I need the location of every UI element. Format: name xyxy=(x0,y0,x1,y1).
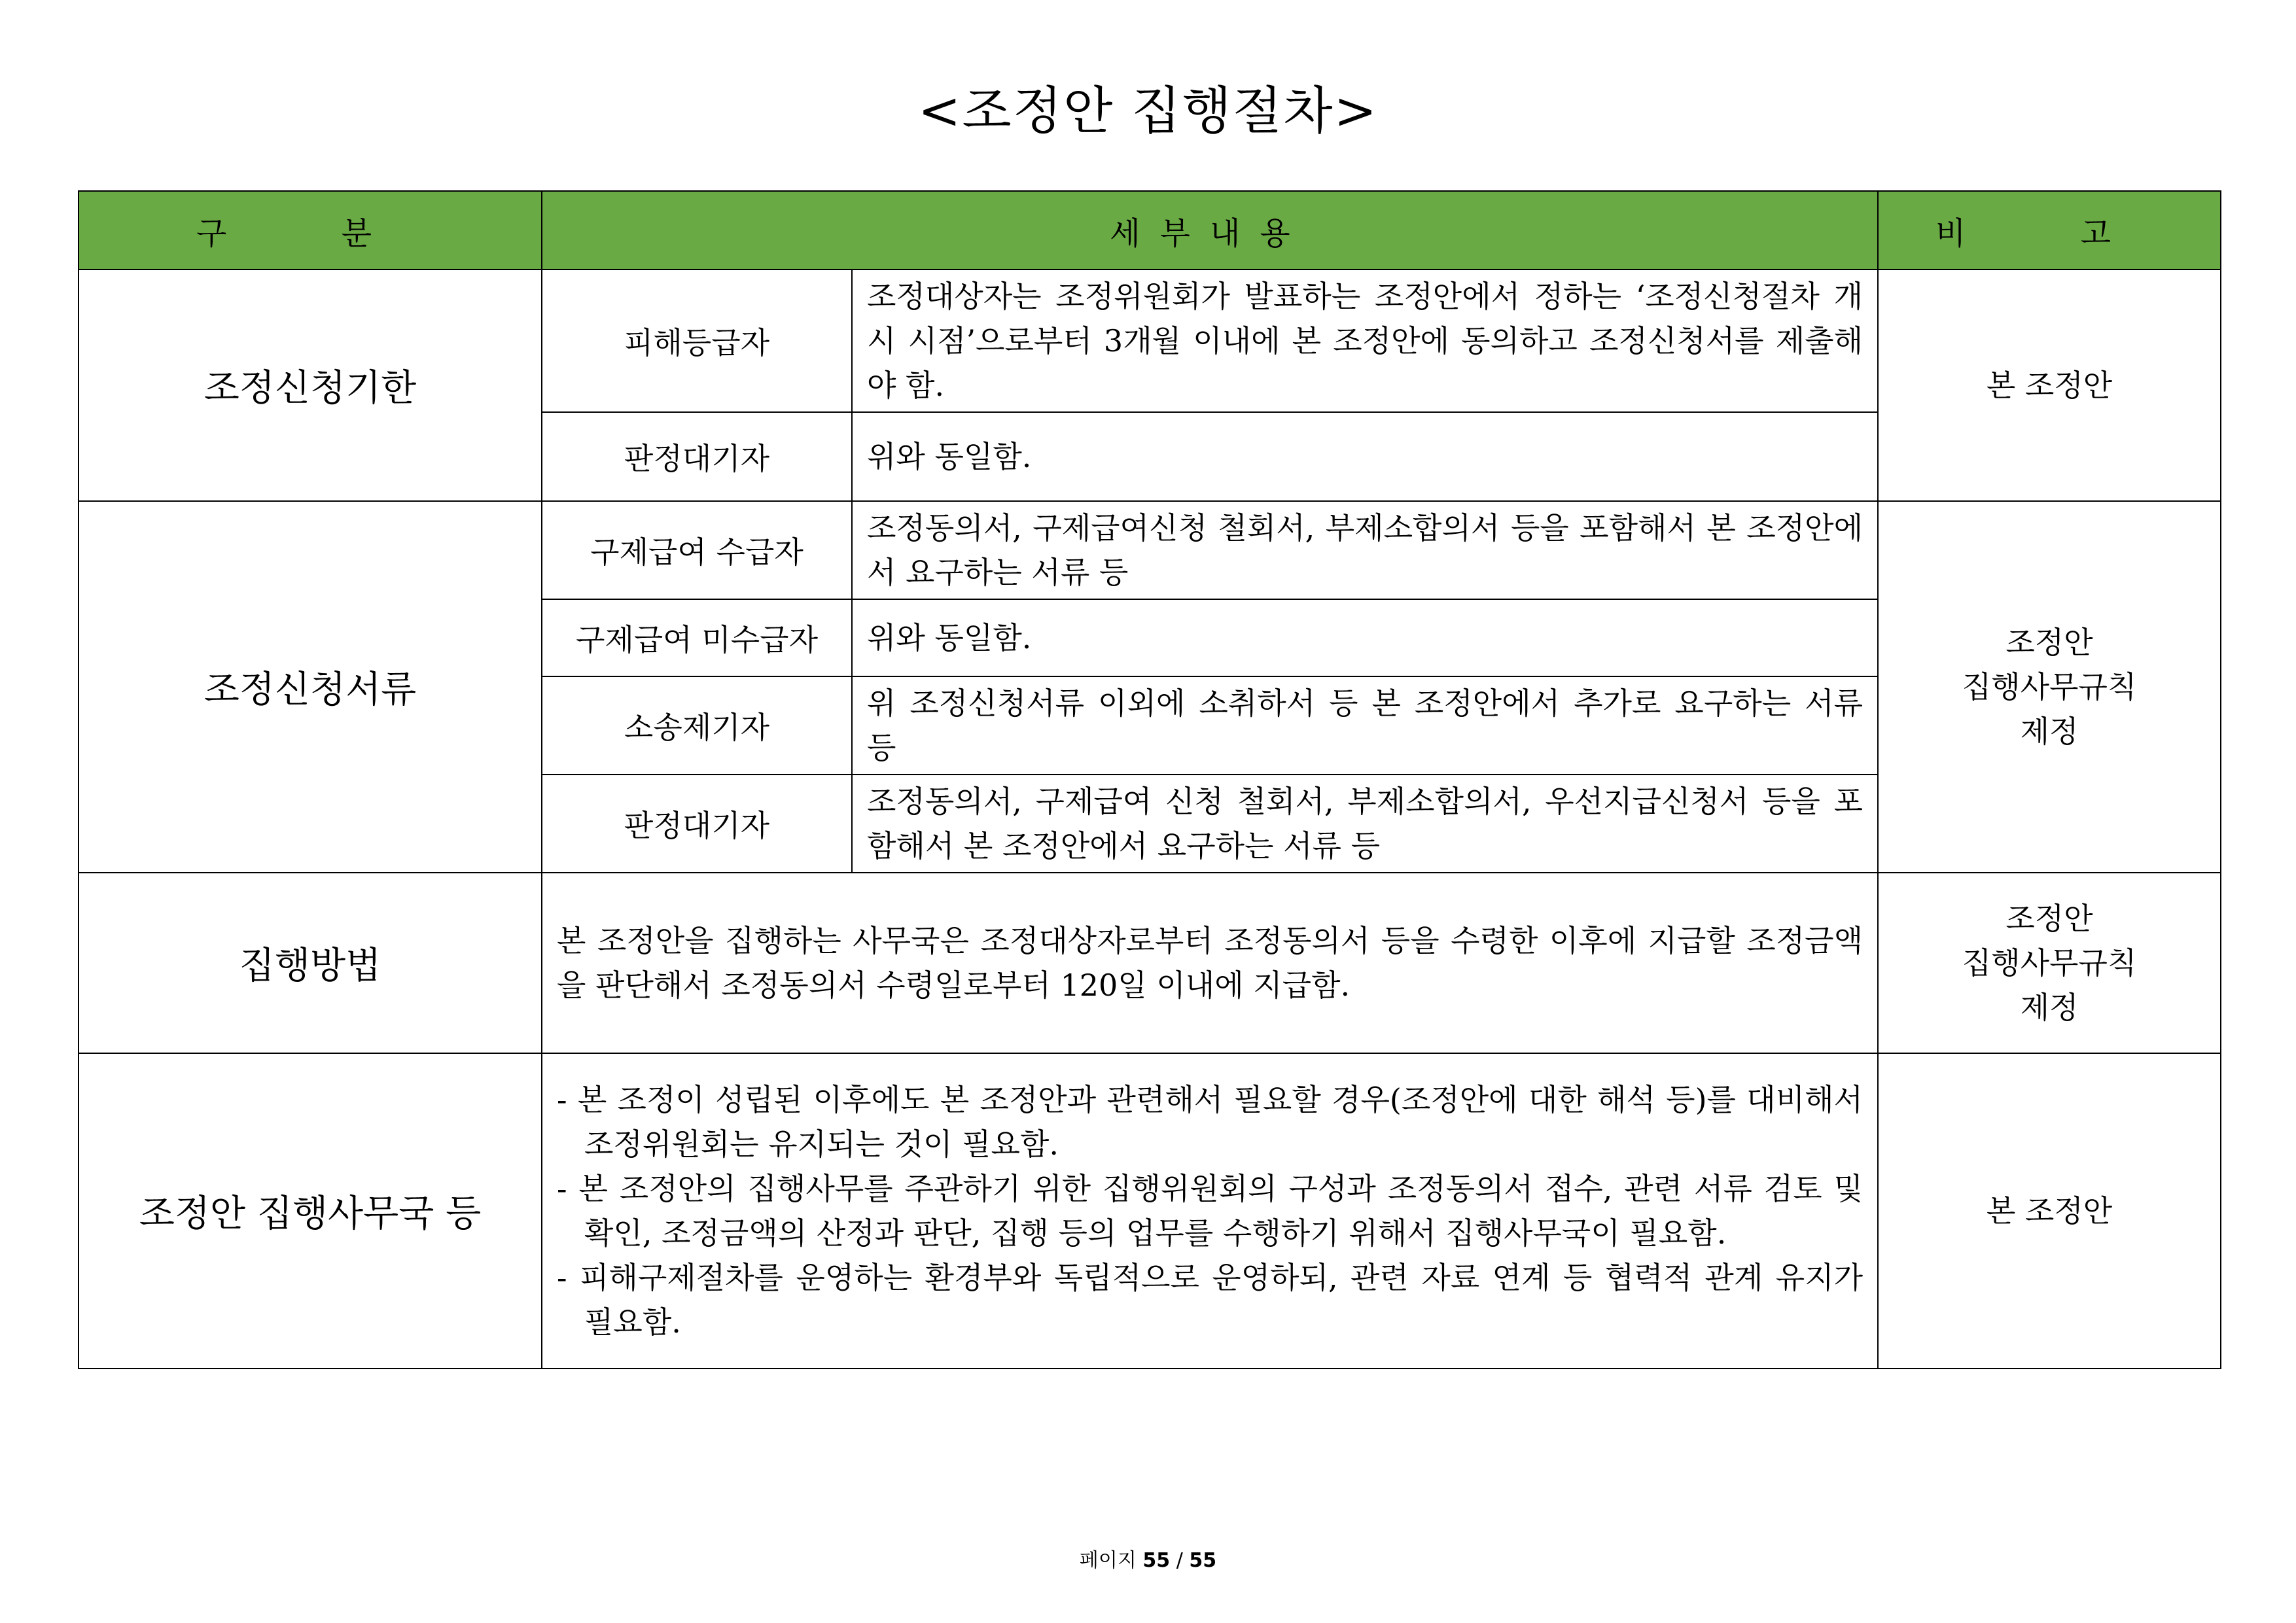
header-remarks: 비 고 xyxy=(1878,191,2221,270)
subcategory-cell: 판정대기자 xyxy=(542,775,852,873)
category-cell: 조정신청기한 xyxy=(79,270,542,501)
header-details: 세부내용 xyxy=(542,191,1878,270)
page-footer xyxy=(0,1544,2296,1573)
detail-cell: 위 조정신청서류 이외에 소취하서 등 본 조정안에서 추가로 요구하는 서류 등 xyxy=(852,676,1878,775)
page-separator: / xyxy=(1176,1549,1183,1572)
remark-line: 조정안 xyxy=(2005,625,2093,660)
header-category: 구 분 xyxy=(79,191,542,270)
detail-cell: 조정동의서, 구제급여 신청 철회서, 부제소합의서, 우선지급신청서 등을 포함해서 본 조정안에서 요구하는 서류 등 xyxy=(852,775,1878,873)
subcategory-cell: 구제급여 수급자 xyxy=(542,501,852,599)
remark-cell: 본 조정안 xyxy=(1878,1053,2221,1369)
detail-cell: 조정동의서, 구제급여신청 철회서, 부제소합의서 등을 포함해서 본 조정안에서 요구하는 서류 등 xyxy=(852,501,1878,599)
table-row xyxy=(79,873,2221,1053)
category-cell: 집행방법 xyxy=(79,873,542,1053)
category-cell: 조정안 집행사무국 등 xyxy=(79,1053,542,1369)
subcategory-cell: 구제급여 미수급자 xyxy=(542,599,852,676)
page-current: 55 xyxy=(1142,1549,1171,1572)
page-title: <조정안 집행절차> xyxy=(918,82,1378,141)
remark-line: 조정안 xyxy=(2005,901,2093,936)
page-total: 55 xyxy=(1189,1549,1217,1572)
table-row xyxy=(79,501,2221,599)
detail-cell: 조정대상자는 조정위원회가 발표하는 조정안에서 정하는 ‘조정신청절차 개시 시점’으로부터 3개월 이내에 본 조정안에 동의하고 조정신청서를 제출해야 함. xyxy=(852,270,1878,412)
list-item: - 본 조정이 성립된 이후에도 본 조정안과 관련해서 필요할 경우(조정안에 대한 해석 등)를 대비해서 조정위원회는 유지되는 것이 필요함. xyxy=(557,1082,1863,1162)
table-row xyxy=(79,270,2221,412)
table-row xyxy=(79,1053,2221,1369)
detail-cell: 위와 동일함. xyxy=(852,412,1878,501)
procedure-table xyxy=(78,190,2221,1369)
subcategory-cell: 피해등급자 xyxy=(542,270,852,412)
subcategory-cell: 판정대기자 xyxy=(542,412,852,501)
page-label: 페이지 xyxy=(1079,1549,1137,1572)
detail-cell xyxy=(542,1053,1878,1369)
subcategory-cell: 소송제기자 xyxy=(542,676,852,775)
remark-cell: 본 조정안 xyxy=(1878,270,2221,501)
header-row xyxy=(79,191,2221,270)
remark-line: 집행사무규칙 xyxy=(1962,945,2137,981)
bullet-list xyxy=(557,1077,1863,1344)
remark-cell xyxy=(1878,873,2221,1053)
detail-cell: 위와 동일함. xyxy=(852,599,1878,676)
list-item: - 피해구제절차를 운영하는 환경부와 독립적으로 운영하되, 관련 자료 연계 등 협력적 관계 유지가 필요함. xyxy=(557,1260,1863,1340)
remark-line: 제정 xyxy=(2020,990,2079,1025)
remark-line: 제정 xyxy=(2020,714,2079,749)
detail-cell: 본 조정안을 집행하는 사무국은 조정대상자로부터 조정동의서 등을 수령한 이후에 지급할 조정금액을 판단해서 조정동의서 수령일로부터 120일 이내에 지급함. xyxy=(542,873,1878,1053)
category-cell: 조정신청서류 xyxy=(79,501,542,873)
remark-cell xyxy=(1878,501,2221,873)
remark-line: 집행사무규칙 xyxy=(1962,669,2137,705)
list-item: - 본 조정안의 집행사무를 주관하기 위한 집행위원회의 구성과 조정동의서 접수, 관련 서류 검토 및 확인, 조정금액의 산정과 판단, 집행 등의 업무를 수행하기 위해서 집행사무국이 필요함. xyxy=(557,1171,1863,1251)
